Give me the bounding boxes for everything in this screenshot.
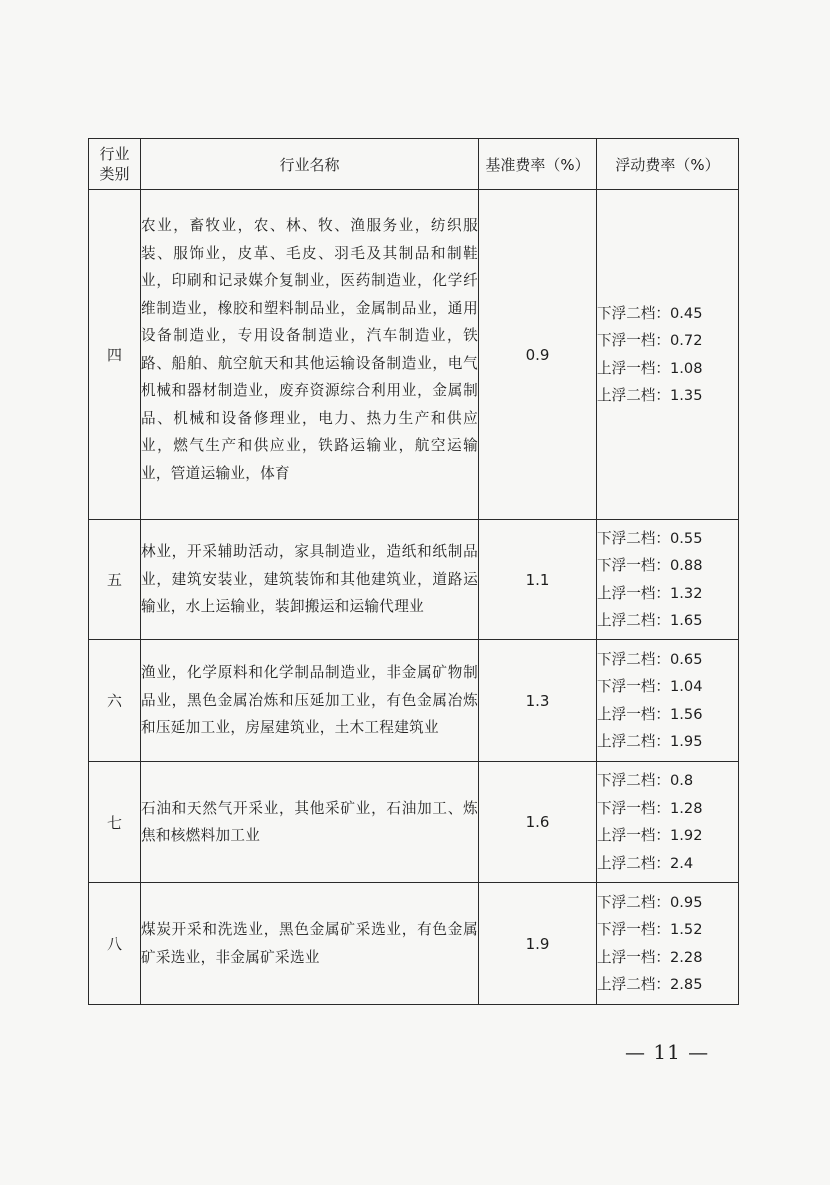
floating-rate-value: 2.4 xyxy=(669,854,694,872)
floating-rate-line xyxy=(597,701,738,729)
floating-rate-line xyxy=(597,646,738,674)
floating-rate-cell xyxy=(597,883,739,1005)
floating-rate-value: 0.95 xyxy=(669,893,703,911)
floating-rate-label: 上浮二档： xyxy=(597,854,670,872)
base-rate-cell: 1.3 xyxy=(479,640,597,762)
industry-names-cell: 煤炭开采和洗选业，黑色金属矿采选业，有色金属矿采选业，非金属矿采选业 xyxy=(141,883,479,1005)
table-row xyxy=(89,520,739,640)
floating-rate-label: 上浮一档： xyxy=(597,705,670,723)
page-number: — 11 — xyxy=(625,1040,710,1064)
floating-rate-line xyxy=(597,767,738,795)
floating-rate-label: 下浮一档： xyxy=(597,332,670,349)
floating-rate-label: 下浮一档： xyxy=(597,921,670,938)
floating-rate-label: 下浮一档： xyxy=(597,799,670,817)
floating-rate-label: 下浮二档： xyxy=(597,650,670,668)
floating-rate-value: 0.55 xyxy=(669,529,703,547)
floating-rate-line xyxy=(597,327,738,355)
floating-rate-value: 1.95 xyxy=(669,733,703,750)
floating-rate-value: 1.92 xyxy=(669,827,703,844)
floating-rate-label: 上浮一档： xyxy=(597,827,670,844)
floating-rate-line xyxy=(597,552,738,580)
category-cell: 四 xyxy=(89,190,141,520)
floating-rate-label: 上浮二档： xyxy=(597,733,670,750)
floating-rate-value: 0.8 xyxy=(669,772,694,789)
floating-rate-line xyxy=(597,916,738,944)
floating-rate-label: 下浮二档： xyxy=(597,529,670,547)
floating-rate-line xyxy=(597,300,738,328)
floating-rate-value: 1.28 xyxy=(669,799,703,817)
floating-rate-line xyxy=(597,580,738,608)
floating-rate-value: 2.28 xyxy=(669,948,703,966)
floating-rate-label: 上浮二档： xyxy=(597,387,670,404)
base-rate-cell: 1.6 xyxy=(479,762,597,883)
base-rate-cell: 1.1 xyxy=(479,520,597,640)
category-cell: 五 xyxy=(89,520,141,640)
floating-rate-value: 0.88 xyxy=(669,557,703,574)
base-rate-cell: 1.9 xyxy=(479,883,597,1005)
floating-rate-label: 下浮一档： xyxy=(597,678,670,695)
header-floating-rate: 浮动费率（%） xyxy=(597,139,739,190)
floating-rate-line xyxy=(597,795,738,823)
floating-rate-value: 1.32 xyxy=(669,584,703,602)
table-row xyxy=(89,762,739,883)
floating-rate-value: 1.35 xyxy=(669,387,703,404)
floating-rate-cell xyxy=(597,190,739,520)
floating-rate-line xyxy=(597,673,738,701)
floating-rate-value: 0.45 xyxy=(669,304,703,322)
base-rate-cell: 0.9 xyxy=(479,190,597,520)
floating-rate-cell xyxy=(597,640,739,762)
category-cell: 八 xyxy=(89,883,141,1005)
floating-rate-value: 1.65 xyxy=(669,612,703,629)
floating-rate-value: 2.85 xyxy=(669,976,703,993)
floating-rate-label: 上浮二档： xyxy=(597,612,670,629)
floating-rate-label: 上浮一档： xyxy=(597,584,670,602)
industry-names-cell: 渔业，化学原料和化学制品制造业，非金属矿物制品业，黑色金属冶炼和压延加工业，有色金属冶炼和压延加工业，房屋建筑业，土木工程建筑业 xyxy=(141,640,479,762)
header-category-line-2: 类别 xyxy=(99,165,130,183)
floating-rate-label: 上浮二档： xyxy=(597,976,670,993)
floating-rate-line xyxy=(597,944,738,972)
floating-rate-label: 下浮一档： xyxy=(597,557,670,574)
category-cell: 七 xyxy=(89,762,141,883)
floating-rate-cell xyxy=(597,762,739,883)
rate-table xyxy=(88,138,739,1005)
header-category xyxy=(89,139,141,190)
floating-rate-line xyxy=(597,822,738,850)
floating-rate-line xyxy=(597,971,738,999)
floating-rate-line xyxy=(597,525,738,553)
category-cell: 六 xyxy=(89,640,141,762)
floating-rate-value: 0.72 xyxy=(669,332,703,349)
floating-rate-line xyxy=(597,607,738,635)
floating-rate-label: 上浮一档： xyxy=(597,948,670,966)
floating-rate-line xyxy=(597,355,738,383)
floating-rate-line xyxy=(597,889,738,917)
floating-rate-cell xyxy=(597,520,739,640)
floating-rate-line xyxy=(597,382,738,410)
floating-rate-label: 下浮二档： xyxy=(597,304,670,322)
floating-rate-label: 上浮一档： xyxy=(597,359,670,377)
header-base-rate: 基准费率（%） xyxy=(479,139,597,190)
floating-rate-value: 1.08 xyxy=(669,359,703,377)
table-row xyxy=(89,190,739,520)
floating-rate-line xyxy=(597,728,738,756)
floating-rate-value: 1.04 xyxy=(669,678,703,695)
header-category-line-1: 行业 xyxy=(99,145,130,163)
floating-rate-label: 下浮二档： xyxy=(597,772,670,789)
industry-names-cell: 林业，开采辅助活动，家具制造业，造纸和纸制品业，建筑安装业，建筑装饰和其他建筑业，道路运输业，水上运输业，装卸搬运和运输代理业 xyxy=(141,520,479,640)
floating-rate-line xyxy=(597,850,738,878)
floating-rate-value: 1.56 xyxy=(669,705,703,723)
floating-rate-value: 0.65 xyxy=(669,650,703,668)
table-header-row xyxy=(89,139,739,190)
industry-names-cell: 石油和天然气开采业，其他采矿业，石油加工、炼焦和核燃料加工业 xyxy=(141,762,479,883)
floating-rate-label: 下浮二档： xyxy=(597,893,670,911)
header-industry-name: 行业名称 xyxy=(141,139,479,190)
floating-rate-value: 1.52 xyxy=(669,921,703,938)
table-row xyxy=(89,883,739,1005)
table-row xyxy=(89,640,739,762)
industry-names-cell: 农业，畜牧业，农、林、牧、渔服务业，纺织服装、服饰业，皮革、毛皮、羽毛及其制品和制鞋业，印刷和记录媒介复制业，医药制造业，化学纤维制造业，橡胶和塑料制品业，金属制品业，通用设备制造业，专用设备制造业，汽车制造业，铁路、船舶、航空航天和其他运输设备制造业，电气机械和器材制造业，废弃资源综合利用业，金属制品、机械和设备修理业，电力、热力生产和供应业，燃气生产和供应业，铁路运输业，航空运输业，管道运输业，体育 xyxy=(141,190,479,520)
